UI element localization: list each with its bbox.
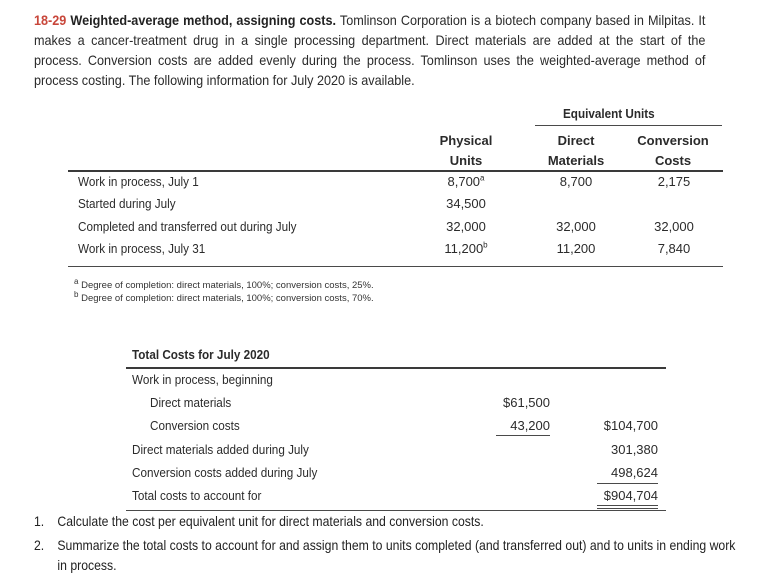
subtotal-underline [496,435,550,436]
costs-cell-col1: $61,500 [503,395,550,410]
question-2: 2. Summarize the total costs to account for and assign them to units completed (and transferred out) and to units in ending work in process. [34,538,736,573]
costs-title-rule [126,367,666,369]
table-cell-physical: 34,500 [446,196,486,211]
table-header-rule [68,170,723,172]
question-1: 1. Calculate the cost per equivalent unit for direct materials and conversion costs. [34,514,484,529]
table-cell-dm: 11,200 [556,241,596,256]
costs-table-title: Total Costs for July 2020 [132,347,270,362]
table-cell-physical: 11,200$^b$ [444,240,488,256]
table-cell-cc: 2,175 [657,174,691,189]
costs-cell-col2: 301,380 [611,442,658,457]
equivalent-units-rule [535,125,722,126]
costs-cell-col2: 498,624 [611,465,658,480]
total-double-underline-1 [597,505,658,506]
col-header-conversion-costs: Conversion Costs [637,133,709,168]
table-cell-dm: 32,000 [556,219,596,234]
table-row-label: Completed and transferred out during July [78,219,297,234]
total-underline [597,483,658,484]
table-cell-cc: 7,840 [657,241,691,256]
costs-row-label: Direct materials [150,395,232,410]
col-header-physical-units: Physical Units [439,133,493,168]
total-double-underline-2 [597,508,658,509]
costs-bottom-rule [126,510,666,511]
table-row-label: Work in process, July 1 [78,174,199,189]
problem-number: 18-29 [34,13,67,28]
costs-row-label: Work in process, beginning [132,372,273,387]
table-row-label: Started during July [78,196,176,211]
problem-statement [34,11,705,91]
costs-cell-col1: 43,200 [510,418,550,433]
costs-row-label: Total costs to account for [132,488,262,503]
footnote-b: $^b$ Degree of completion: direct materials, 100%; conversion costs, 70%. [74,289,374,304]
problem-title: Weighted-average method, assigning costs. [70,13,337,28]
problem-text: Tomlinson Corporation is a biotech company based in Milpitas. It makes a cancer-treatment drug in a single processing department. Direct materials are added at the start of the process. Conversion costs are added evenly during the process. Tomlinson uses the weighted-average method of process costing. The following information for July 2020 is available. [34,13,706,88]
costs-cell-col2: $904,704 [603,488,658,503]
table-cell-cc: 32,000 [654,219,694,234]
footnote-a: $^a$ Degree of completion: direct materials, 100%; conversion costs, 25%. [74,276,374,291]
col-header-direct-materials: Direct Materials [547,133,605,168]
table-cell-dm: 8,700 [559,174,593,189]
table-cell-physical: 8,700$^a$ [447,173,485,189]
equivalent-units-header: Equivalent Units [563,106,655,121]
table-bottom-rule [68,266,723,267]
table-cell-physical: 32,000 [446,219,486,234]
costs-row-label: Conversion costs added during July [132,465,318,480]
costs-row-label: Conversion costs [150,418,240,433]
table-row-label: Work in process, July 31 [78,241,206,256]
costs-row-label: Direct materials added during July [132,442,309,457]
costs-cell-col2: $104,700 [603,418,658,433]
